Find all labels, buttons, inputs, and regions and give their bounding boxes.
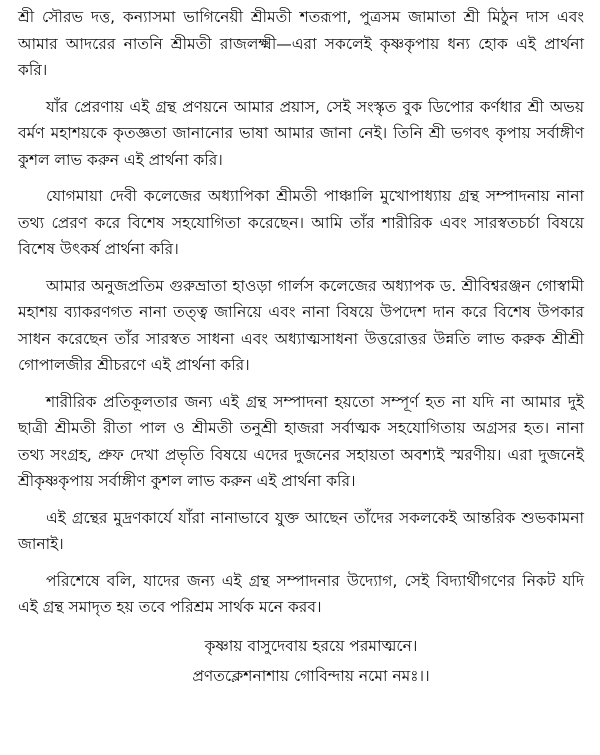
closing-verse [18, 631, 584, 691]
verse-line-2: প্রণতক্লেশনাশায় গোবিন্দায় নমো নমঃ।। [192, 666, 430, 685]
paragraph-closing: পরিশেষে বলি, যাদের জন্য এই গ্রন্থ সম্পাদনার উদ্যোগ, সেই বিদ্যার্থীগণের নিকট যদি এই গ্রন্থ সমাদৃত হয় তবে পরিশ্রম সার্থক মনে করব। [18, 571, 584, 616]
verse-line-1: কৃষ্ণায় বাসুদেবায় হরয়ে পরমাত্মনে। [204, 636, 418, 655]
paragraph-students-thanks: শারীরিক প্রতিকূলতার জন্য এই গ্রন্থ সম্পাদনা হয়তো সম্পূর্ণ হত না যদি না আমার দুই ছাত্রী শ্রীমতী রীতা পাল ও শ্রীমতী তনুশ্রী হাজরা সর্বাত্মক সহযোগিতায় অগ্রসর হত। নানা তথ্য সংগ্রহ, প্রুফ দেখা প্রভৃতি বিষয়ে এদের দুজনের সহায়তা অবশ্যই স্মরণীয়। এরা দুজনেই শ্রীকৃষ্ণকৃপায় সর্বাঙ্গীণ কুশল লাভ করুন এই প্রার্থনা করি। [18, 392, 584, 490]
paragraph-family-blessing: শ্রী সৌরভ দত্ত, কন্যাসমা ভাগিনেয়ী শ্রীমতী শতরূপা, পুত্রসম জামাতা শ্রী মিঠুন দাস এবং আমার আদরের নাতনি শ্রীমতী রাজলক্ষ্মী—এরা সকলেই কৃষ্ণকৃপায় ধন্য হোক এই প্রার্থনা করি। [18, 8, 584, 79]
paragraph-printing-thanks: এই গ্রন্থের মুদ্রণকার্যে যাঁরা নানাভাবে যুক্ত আছেন তাঁদের সকলকেই আন্তরিক শুভকামনা জানাই। [18, 508, 584, 553]
paragraph-publisher-thanks: যাঁর প্রেরণায় এই গ্রন্থ প্রণয়নে আমার প্রয়াস, সেই সংস্কৃত বুক ডিপোর কর্ণধার শ্রী অভয় বর্মণ মহাশয়কে কৃতজ্ঞতা জানানোর ভাষা আমার জানা নেই। তিনি শ্রী ভগবৎ কৃপায় সর্বাঙ্গীণ কুশল লাভ করুন এই প্রার্থনা করি। [18, 97, 584, 169]
paragraph-professor-thanks: যোগমায়া দেবী কলেজের অধ্যাপিকা শ্রীমতী পাঞ্চালি মুখোপাধ্যায় গ্রন্থ সম্পাদনায় নানা তথ্য প্রেরণ করে বিশেষ সহযোগিতা করেছেন। আমি তাঁর শারীরিক এবং সারস্বতচর্চা বিষয়ে বিশেষ উৎকর্ষ প্রার্থনা করি। [18, 187, 584, 258]
paragraph-gurubhrata-thanks: আমার অনুজপ্রতিম গুরুভ্রাতা হাওড়া গার্লস কলেজের অধ্যাপক ড. শ্রীবিশ্বরঞ্জন গোস্বামী মহাশয় ব্যাকরণগত নানা তত্ত্ব জানিয়ে এবং নানা বিষয়ে উপদেশ দান করে বিশেষ উপকার সাধন করেছেন তাঁর সারস্বত সাধনা এবং অধ্যাত্মসাধনা উত্তরোত্তর উন্নতি লাভ করুক শ্রীশ্রী গোপালজীর শ্রীচরণে এই প্রার্থনা করি। [18, 276, 584, 374]
